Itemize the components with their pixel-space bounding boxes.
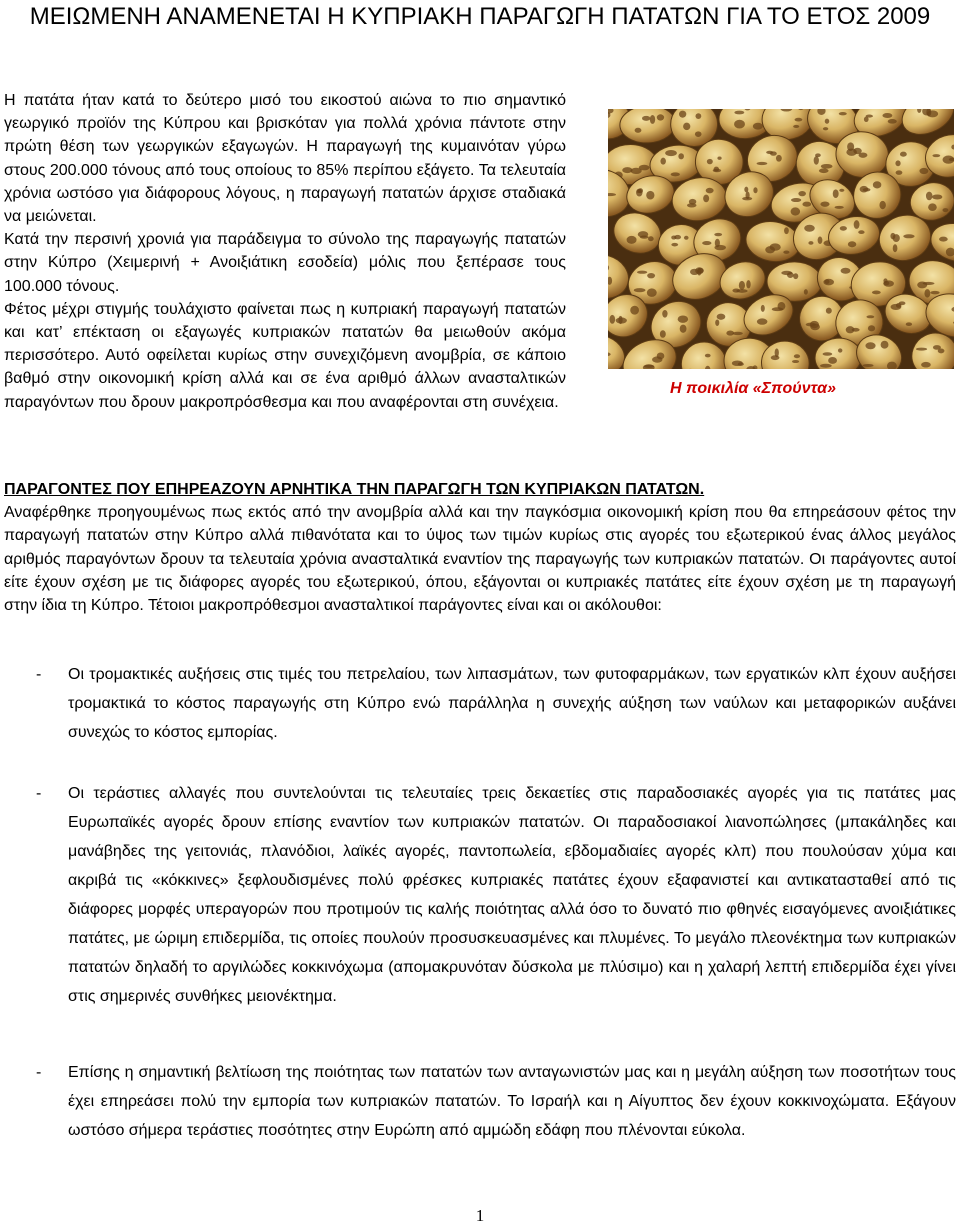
page-title: ΜΕΙΩΜΕΝΗ ΑΝΑΜΕΝΕΤΑΙ Η ΚΥΠΡΙΑΚΗ ΠΑΡΑΓΩΓΗ ΠΑΤΑΤΩΝ ΓΙΑ ΤΟ ΕΤΟΣ 2009 bbox=[29, 3, 931, 30]
page-number: 1 bbox=[475, 1206, 485, 1225]
potatoes-icon bbox=[608, 109, 954, 369]
list-item bbox=[4, 779, 956, 1011]
list-dash: - bbox=[36, 666, 42, 683]
list-dash: - bbox=[36, 785, 42, 802]
list-item bbox=[4, 1058, 956, 1145]
factor-list bbox=[4, 660, 956, 1145]
list-item-text: Οι τεράστιες αλλαγές που συντελούνται τις τελευταίες τρεις δεκαετίες στις παραδοσιακές αγορές για τις πατάτες μας Ευρωπαϊκές αγορές δρουν επίσης εναντίον των κυπριακών πατατών. Οι παραδοσιακοί λιανοπώλησες (μπακάληδες και μανάβηδες της γειτονιάς, πλανόδιοι, λαϊκές αγορές, παντοπωλεία, εβδομαδιαίες αγορές κλπ) που πουλούσαν χύμα και ακριβά τις «κόκκινες» ξεφλουδισμένες πολύ φρέσκες κυπριακές πατάτες έχουν εξαφανιστεί και αντικατασταθεί από τις διάφορες μορφές υπεραγορών που προτιμούν τις καλής ποιότητας αλλά όσο το δυνατό πιο φθηνές εισαγόμενες ανοιξιάτικες πατάτες, με ώριμη επιδερμίδα, τις οποίες πουλούν προσυσκευασμένες και πλυμένες. Το μεγάλο πλεονέκτημα των κυπριακών πατατών δηλαδή το αργιλώδες κοκκινόχωμα (απομακρυνόταν δύσκολα με πλύσιμο) και η χαλαρή λεπτή επιδερμίδα έχει γίνει στις σημερινές συνθήκες μειονέκτημα. bbox=[68, 785, 956, 1005]
list-dash: - bbox=[36, 1064, 42, 1081]
photo-caption: Η ποικιλία «Σπούντα» bbox=[669, 380, 836, 397]
section-paragraph: Αναφέρθηκε προηγουμένως πως εκτός από την ανομβρία αλλά και την παγκόσμια οικονομική κρίση που θα επηρεάσουν φέτος την παραγωγή πατατών στην Κύπρο αλλά πιθανότατα και το ύψος των τιμών κυρίως στις αγορές του εξωτερικού ένας άλλος μεγάλος αριθμός παραγόντων δρουν τα τελευταία χρόνια ανασταλτικά εναντίον της παραγωγής των κυπριακών πατατών. Οι παράγοντες αυτοί είτε έχουν σχέση με τις διάφορες αγορές του εξωτερικού, όπου, εξάγονται οι κυπριακές πατάτες είτε έχουν σχέση με τη παραγωγή στην ίδια τη Κύπρο. Τέτοιοι μακροπρόθεσμοι ανασταλτικοί παράγοντες είναι και οι ακόλουθοι: bbox=[4, 504, 956, 615]
list-item-text: Επίσης η σημαντική βελτίωση της ποιότητας των πατατών των ανταγωνιστών μας και η μεγάλη αύξηση των ποσοτήτων τους έχει επηρεάσει πολύ την εμπορία των κυπριακών πατατών. Το Ισραήλ και η Αίγυπτος δεν έχουν κοκκινοχώματα. Εξάγουν ωστόσο σήμερα τεράστιες ποσότητες στην Ευρώπη από αμμώδη εδάφη που πλένονται εύκολα. bbox=[68, 1064, 956, 1139]
intro-paragraph-2: Κατά την περσινή χρονιά για παράδειγμα το σύνολο της παραγωγής πατατών στην Κύπρο (Χειμερινή + Ανοιξιάτικη εσοδεία) μόλις που ξεπέρασε τους 100.000 τόνους. bbox=[4, 231, 566, 295]
list-item bbox=[4, 660, 956, 747]
section-heading: ΠΑΡΑΓΟΝΤΕΣ ΠΟΥ ΕΠΗΡΕΑΖΟΥΝ ΑΡΝΗΤΙΚΑ ΤΗΝ ΠΑΡΑΓΩΓΗ ΤΩΝ ΚΥΠΡΙΑΚΩΝ ΠΑΤΑΤΩΝ. bbox=[4, 481, 705, 498]
list-item-text: Οι τρομακτικές αυξήσεις στις τιμές του πετρελαίου, των λιπασμάτων, των φυτοφαρμάκων, των εργατικών κλπ έχουν αυξήσει τρομακτικά το κόστος παραγωγής στη Κύπρο ενώ παράλληλα η συνεχής αύξηση των ναύλων και μεταφορικών αυξάνει συνεχώς το κόστος εμπορίας. bbox=[68, 666, 956, 741]
photo-block bbox=[584, 109, 954, 414]
intro-section bbox=[4, 89, 954, 414]
potatoes-photo bbox=[608, 109, 954, 369]
intro-paragraph-3: Φέτος μέχρι στιγμής τουλάχιστο φαίνεται πως η κυπριακή παραγωγή πατατών και κατ’ επέκταση οι εξαγωγές κυπριακών πατατών θα μειωθούν ακόμα περισσότερο. Αυτό οφείλεται κυρίως στην συνεχιζόμενη ανομβρία, σε κάποιο βαθμό στην οικονομική κρίση αλλά και σε ένα αριθμό άλλων ανασταλτικών παραγόντων που δρουν μακροπρόσθεσμα και που αναφέρονται στη συνέχεια. bbox=[4, 300, 566, 411]
intro-paragraph-1: Η πατάτα ήταν κατά το δεύτερο μισό του εικοστού αιώνα το πιο σημαντικό γεωργικό προϊόν της Κύπρου και βρισκόταν για πολλά χρόνια πάντοτε στην πρώτη θέση των γεωργικών εξαγωγών. Η παραγωγή της κυμαινόταν γύρω στους 200.000 τόνους από τους οποίους το 85% περίπου εξάγετο. Τα τελευταία χρόνια ωστόσο για διάφορους λόγους, η παραγωγή πατατών άρχισε σταδιακά να μειώνεται. bbox=[4, 92, 566, 226]
